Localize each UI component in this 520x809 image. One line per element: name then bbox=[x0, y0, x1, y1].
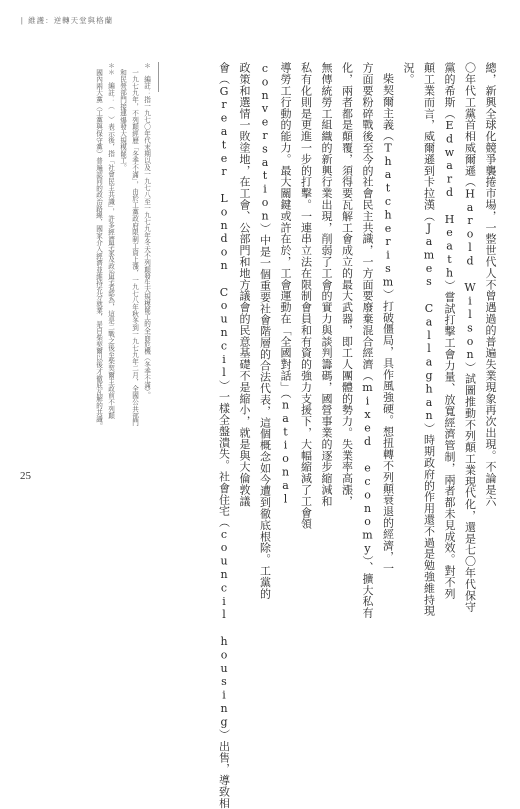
footnote-column: ＊ 編註：指一九七〇年代末期以及一九七八至一九七九年冬天不列顛發生大規模罷工的全面危機（冬季不滿）。 bbox=[142, 62, 151, 399]
footnote-rule bbox=[158, 62, 159, 92]
footnote-column: ＊＊ 編註：（ ）表示後，指「社會民主共識」，許多經濟學家及政治學者認為，這是二戰之後至柴契爾主政前不列顛 bbox=[106, 62, 115, 420]
footnote-column: 國內兩大黨（工黨與保守黨）普遍認同的政治路線，國家介入經濟並維持充分就業，是自柴契爾以後才徹底瓦解的共識。 bbox=[94, 69, 103, 430]
body-column: 會（Greater London Council）一樣全盤潰失。社會住宅（council housing）出售，導致相 bbox=[217, 62, 231, 809]
body-column: 總，新興全球化競爭襲捲市場，一整世代人不曾遇過的普遍失業現象再次出現。不論是六 bbox=[484, 62, 497, 507]
running-head: ∣ 維護：逆轉天堂與格蘭 bbox=[20, 16, 114, 25]
body-column: 黨的希斯（Edward Heath）嘗試打擊工會力量、放寬經濟管制，兩者都未見成效。對不列 bbox=[443, 62, 456, 599]
body-column: 政策和選情一敗塗地，在工會、公部門和地方議會的民意基礎不是縮小，就是與大倫敦議 bbox=[238, 62, 251, 507]
page-number: 25 bbox=[20, 470, 31, 482]
body-column: 私有化則是更進一步的打擊。一連串立法在限制會員和有資的強力支援下，大幅縮減了工會領 bbox=[299, 62, 313, 530]
body-column: 導勞工行動的能力。最大關鍵或許在於，工會運動在「全國對話」（national bbox=[279, 62, 292, 506]
footnote-column: 一九七九年，不列顛經歷「冬季不滿」，由於工黨政府限制工資上漲，一九七八年秋冬到一九七九年二月，全國公共部門 bbox=[130, 69, 139, 427]
body-column: 無傳統勞工組織的新興行業出現，削弱了工會的實力與談判籌碼，國營事業的逐步縮減和 bbox=[320, 62, 333, 507]
body-column: 況。 bbox=[402, 62, 415, 85]
body-column: 顛工業而言，威爾遜到卡拉漢（James Callaghan）時期政府的作用還不過是勉強維持現 bbox=[422, 62, 436, 617]
body-column: 〇年代工黨首相威爾遜（Harold Wilson）試圖推動不列顛工業現代化，還是七〇年代保守 bbox=[463, 62, 477, 613]
body-column: 方面要粉碎戰後至今的社會民主共識，一方面要廢棄混合經濟（mixed economy）、擴大私有 bbox=[361, 62, 374, 619]
body-column: 柴契爾主義（Thatcherism）打破僵局，具作風強硬。想扭轉不列顛衰退的經濟，一 bbox=[381, 73, 395, 574]
footnote-column: 和民營部門接連爆發大規模罷工。 bbox=[118, 69, 127, 171]
body-column: conversation）中是一個重要社會階層的合法代表，這個概念如今遭到徹底根除。工黨的 bbox=[258, 62, 272, 599]
body-column: 化，兩者都是顛覆，須得要瓦解工會成立的最大武器，即工人團體的勢力。失業率高漲， bbox=[340, 62, 354, 507]
